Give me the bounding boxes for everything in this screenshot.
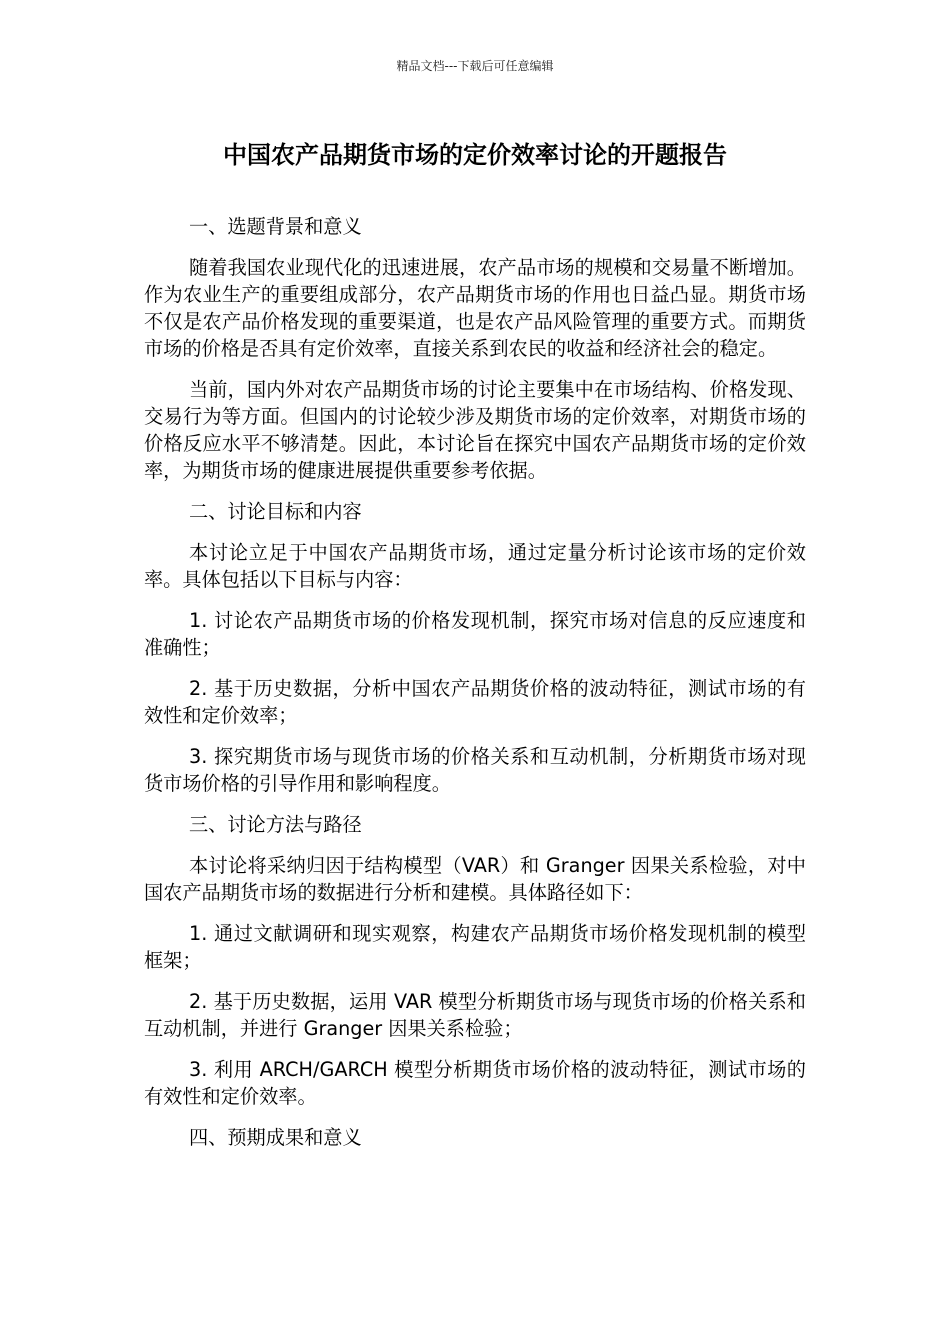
paragraph-background-1: 随着我国农业现代化的迅速进展，农产品市场的规模和交易量不断增加。作为农业生产的重要组成部分，农产品期货市场的作用也日益凸显。期货市场不仅是农产品价格发现的重要渠道，也是农产品风险管理的重要方式。而期货市场的价格是否具有定价效率，直接关系到农民的收益和经济社会的稳定。 bbox=[144, 256, 806, 360]
page-header-note: 精品文档---下载后可任意编辑 bbox=[396, 59, 554, 73]
section-heading-goals: 二、讨论目标和内容 bbox=[189, 500, 362, 523]
list-item-method-2: 2. 基于历史数据，运用 VAR 模型分析期货市场与现货市场的价格关系和互动机制，并进行 Granger 因果关系检验； bbox=[144, 990, 806, 1040]
paragraph-goals-intro: 本讨论立足于中国农产品期货市场，通过定量分析讨论该市场的定价效率。具体包括以下目标与内容： bbox=[144, 541, 806, 591]
list-item-goal-3: 3. 探究期货市场与现货市场的价格关系和互动机制，分析期货市场对现货市场价格的引导作用和影响程度。 bbox=[144, 745, 806, 795]
paragraph-background-2: 当前，国内外对农产品期货市场的讨论主要集中在市场结构、价格发现、交易行为等方面。但国内的讨论较少涉及期货市场的定价效率，对期货市场的价格反应水平不够清楚。因此，本讨论旨在探究中国农产品期货市场的定价效率，为期货市场的健康进展提供重要参考依据。 bbox=[144, 378, 806, 482]
list-item-goal-2: 2. 基于历史数据，分析中国农产品期货价格的波动特征，测试市场的有效性和定价效率； bbox=[144, 677, 806, 727]
document-title: 中国农产品期货市场的定价效率讨论的开题报告 bbox=[223, 141, 727, 169]
section-heading-background: 一、选题背景和意义 bbox=[189, 215, 362, 238]
section-heading-methods: 三、讨论方法与路径 bbox=[189, 813, 362, 836]
list-item-goal-1: 1. 讨论农产品期货市场的价格发现机制，探究市场对信息的反应速度和准确性； bbox=[144, 609, 806, 659]
section-heading-outcomes: 四、预期成果和意义 bbox=[189, 1126, 362, 1149]
paragraph-methods-intro: 本讨论将采纳归因于结构模型（VAR）和 Granger 因果关系检验，对中国农产品期货市场的数据进行分析和建模。具体路径如下： bbox=[144, 854, 806, 904]
list-item-method-1: 1. 通过文献调研和现实观察，构建农产品期货市场价格发现机制的模型框架； bbox=[144, 922, 806, 972]
list-item-method-3: 3. 利用 ARCH/GARCH 模型分析期货市场价格的波动特征，测试市场的有效性和定价效率。 bbox=[144, 1058, 806, 1108]
document-body bbox=[144, 213, 806, 1165]
